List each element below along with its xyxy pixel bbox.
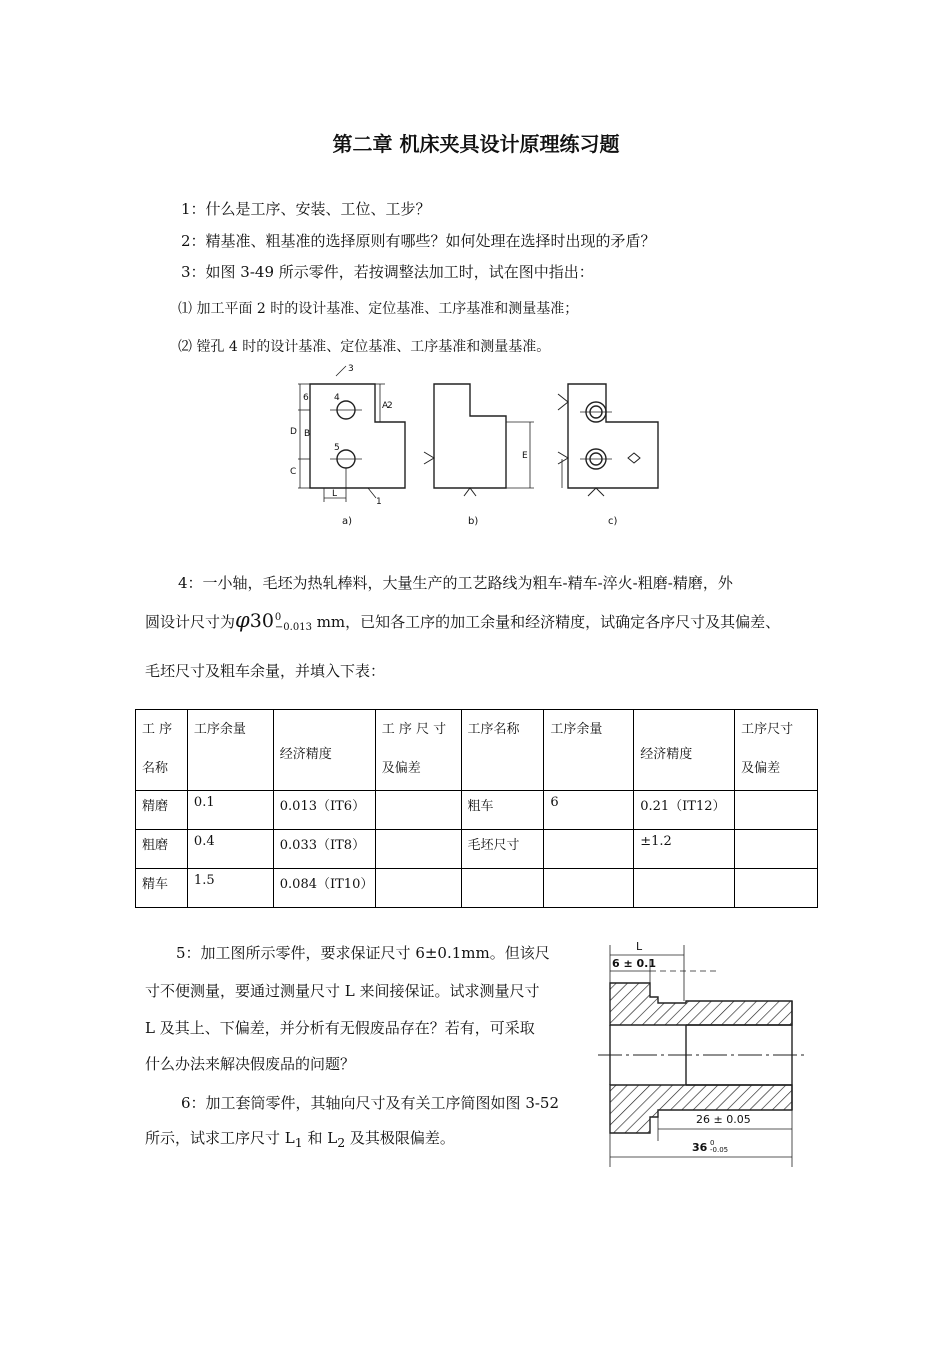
- dim-26: 26 ± 0.05: [696, 1113, 751, 1126]
- table-cell[interactable]: [735, 830, 818, 869]
- dim-L: L: [636, 940, 643, 953]
- table-cell: 0.084（IT10）: [273, 869, 375, 908]
- caption-a: a): [342, 516, 353, 527]
- part-b-outline: [434, 384, 506, 488]
- table-cell: 精车: [136, 869, 188, 908]
- question-6-line-1: 6：加工套筒零件，其轴向尺寸及有关工序简图如图 3-52: [181, 1094, 560, 1112]
- header-cell: 工序余量: [544, 710, 634, 791]
- question-5-line-3: L 及其上、下偏差，并分析有无假废品存在？若有，可采取: [145, 1019, 535, 1037]
- question-3-item-2: ⑵ 镗孔 4 时的设计基准、定位基准、工序基准和测量基准。: [178, 339, 551, 355]
- question-4-line-2: [145, 608, 780, 633]
- table-cell: 粗磨: [136, 830, 188, 869]
- table-cell: 毛坯尺寸: [461, 830, 544, 869]
- figure-sleeve-part: [596, 935, 806, 1170]
- table-cell: 0.033（IT8）: [273, 830, 375, 869]
- question-3: 3：如图 3-49 所示零件，若按调整法加工时，试在图中指出：: [181, 263, 594, 281]
- q4-upper: 0: [274, 612, 282, 623]
- header-cell: 工序名称: [461, 710, 544, 791]
- q6-text-a: 所示，试求工序尺寸 L: [145, 1129, 295, 1147]
- caption-b: b): [468, 516, 479, 527]
- dim-6: 6 ± 0.1: [612, 957, 657, 970]
- q4-dimension: 30: [249, 610, 274, 632]
- table-row: [136, 830, 818, 869]
- part-a-outline: [310, 384, 405, 488]
- table-row: [136, 791, 818, 830]
- table-cell: 0.013（IT6）: [273, 791, 375, 830]
- q6-text-b: 和 L: [302, 1129, 338, 1147]
- label-5: 5: [334, 443, 340, 453]
- question-5-line-2: 寸不便测量，要通过测量尺寸 L 来间接保证。试求测量尺寸: [145, 982, 540, 1000]
- table-cell: 0.1: [187, 791, 273, 830]
- header-cell: 经济精度: [273, 710, 375, 791]
- table-cell[interactable]: [735, 791, 818, 830]
- table-cell: ±1.2: [634, 830, 735, 869]
- table-cell: [461, 869, 544, 908]
- label-L: L: [332, 489, 338, 499]
- table-cell[interactable]: [544, 830, 634, 869]
- table-header-row: [136, 710, 818, 791]
- question-6-line-2: [145, 1127, 455, 1150]
- table-cell: 0.4: [187, 830, 273, 869]
- figure-3-49: [280, 362, 680, 532]
- label-A: A: [382, 401, 389, 411]
- label-3: 3: [348, 364, 354, 374]
- label-E: E: [522, 451, 528, 461]
- table-cell: [735, 869, 818, 908]
- question-5-line-1: 5：加工图所示零件，要求保证尺寸 6±0.1mm。但该尺: [176, 944, 550, 962]
- table-cell: [634, 869, 735, 908]
- table-cell: [544, 869, 634, 908]
- table-cell: 6: [544, 791, 634, 830]
- q6-text-c: 及其极限偏差。: [345, 1129, 455, 1147]
- question-1: 1：什么是工序、安装、工位、工步？: [181, 200, 431, 218]
- q4-tolerance: [275, 613, 312, 633]
- label-4: 4: [334, 393, 340, 403]
- question-5-line-4: 什么办法来解决假废品的问题？: [145, 1055, 356, 1073]
- header-cell: 工 序 名称: [136, 710, 188, 791]
- question-2: 2：精基准、粗基准的选择原则有哪些？如何处理在选择时出现的矛盾？: [181, 232, 656, 250]
- header-cell: 工序尺寸 及偏差: [735, 710, 818, 791]
- question-4-line-1: 4：一小轴，毛坯为热轧棒料，大量生产的工艺路线为粗车-精车-淬火-粗磨-精磨，外: [178, 574, 733, 592]
- phi-symbol: φ: [235, 608, 250, 632]
- q6-sub-2: 2: [337, 1135, 346, 1150]
- table-cell: 粗车: [461, 791, 544, 830]
- q4-text-pre: 圆设计尺寸为: [145, 613, 236, 631]
- q4-lower: −0.013: [274, 622, 312, 633]
- table-cell[interactable]: [375, 869, 461, 908]
- dim-36-upper: 0: [710, 1139, 715, 1147]
- label-C: C: [290, 467, 297, 477]
- table-cell[interactable]: [375, 791, 461, 830]
- label-D: D: [290, 427, 297, 437]
- process-table: [135, 709, 818, 908]
- header-cell: 工 序 尺 寸 及偏差: [375, 710, 461, 791]
- label-B: B: [304, 429, 311, 439]
- caption-c: c): [608, 516, 618, 527]
- question-4-line-3: 毛坯尺寸及粗车余量，并填入下表：: [145, 662, 386, 680]
- header-cell: 经济精度: [634, 710, 735, 791]
- page-title: 第二章 机床夹具设计原理练习题: [332, 132, 620, 156]
- label-2: 2: [387, 401, 393, 411]
- table-cell: 精磨: [136, 791, 188, 830]
- table-row: [136, 869, 818, 908]
- q6-sub-1: 1: [294, 1135, 303, 1150]
- dim-36-lower: -0.05: [710, 1146, 729, 1154]
- label-6: 6: [303, 393, 309, 403]
- header-cell: 工序余量: [187, 710, 273, 791]
- part-c-outline: [568, 384, 658, 488]
- table-cell: 1.5: [187, 869, 273, 908]
- question-3-item-1: ⑴ 加工平面 2 时的设计基准、定位基准、工序基准和测量基准；: [178, 301, 579, 317]
- q4-text-post: mm，已知各工序的加工余量和经济精度，试确定各序尺寸及其偏差、: [311, 613, 781, 631]
- table-cell[interactable]: [375, 830, 461, 869]
- label-1: 1: [376, 497, 382, 507]
- dim-36: 36: [692, 1141, 708, 1154]
- table-cell: 0.21（IT12）: [634, 791, 735, 830]
